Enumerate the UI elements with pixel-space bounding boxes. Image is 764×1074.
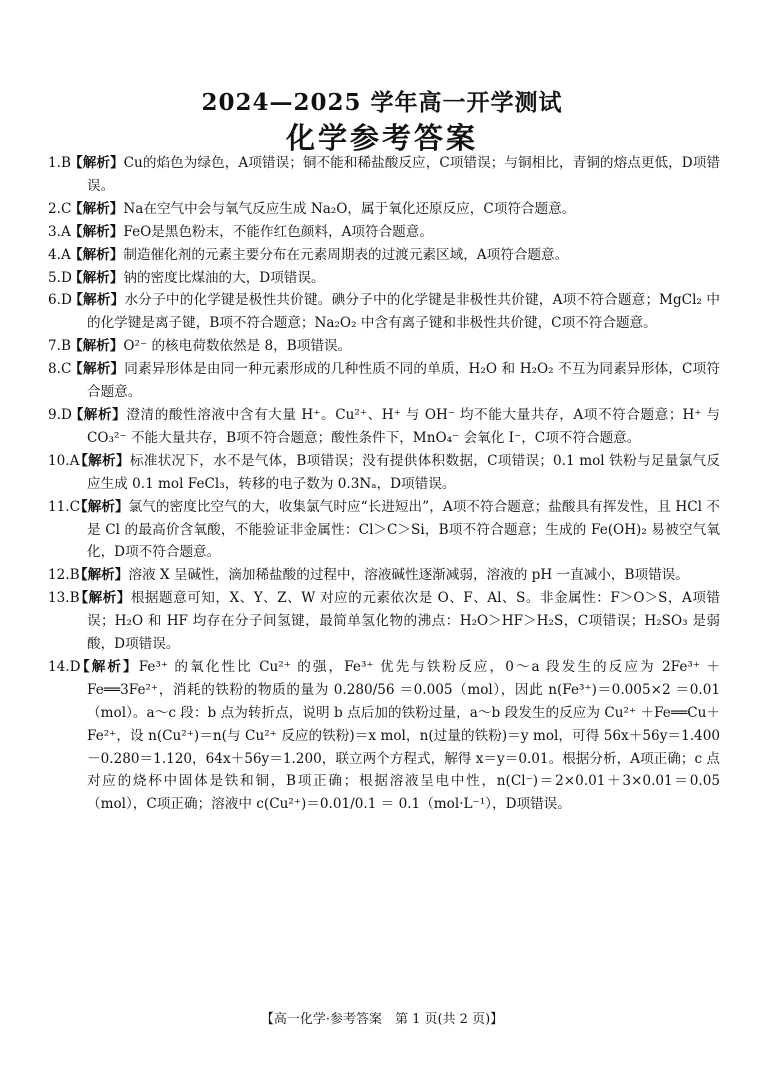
answer-text: O²⁻ 的核电荷数依然是 8，B项错误。 [123, 338, 352, 355]
answer-number: 4.A [48, 246, 71, 263]
answer-number: 3.A [48, 223, 71, 240]
answer-text: 澄清的酸性溶液中含有大量 H⁺。Cu²⁺、H⁺ 与 OH⁻ 均不能大量共存，A项不符合题意；H⁺ 与 CO₃²⁻ 不能大量共存，B项不符合题意；酸性条件下，MnO₄⁻ 会氧化 I⁻，C项不符合题意。 [87, 406, 721, 446]
analysis-tag: 【解析】 [69, 338, 124, 355]
answer-text: Cu的焰色为绿色，A项错误；铜不能和稀盐酸反应，C项错误；与铜相比，青铜的熔点更低，D项错误。 [87, 155, 720, 194]
analysis-tag: 【解析】 [69, 292, 125, 309]
page-footer: 【高一化学·参考答案 第 1 页(共 2 页)】 [260, 1012, 504, 1027]
answer-number: 1.B [48, 155, 71, 171]
answer-item [48, 152, 720, 198]
answer-item [48, 289, 720, 335]
answer-item [48, 221, 720, 244]
answer-item [48, 358, 720, 404]
analysis-tag: 【解析】 [69, 361, 125, 378]
answer-text: 氯气的密度比空气的大，收集氯气时应“长进短出”，A项不符合题意；盐酸具有挥发性，且 HCl 不是 Cl 的最高价含氧酸，不能验证非金属性：Cl＞C＞Si，B项不符合题意；生成的 Fe(OH)₂ 易被空气氧化，D项不符合题意。 [87, 498, 720, 561]
answer-text: 溶液 X 呈碱性，滴加稀盐酸的过程中，溶液碱性逐渐减弱，溶液的 pH 一直减小，B项错误。 [128, 567, 689, 584]
analysis-tag: 【解析】 [69, 223, 124, 240]
answer-number: 11.C [48, 498, 81, 515]
answer-item [48, 198, 720, 221]
answer-number: 12.B [48, 567, 80, 584]
answer-number: 8.C [48, 361, 72, 378]
answer-item [48, 404, 720, 450]
answer-number: 2.C [48, 200, 72, 217]
analysis-tag: 【解析】 [74, 498, 129, 515]
analysis-tag: 【解析】 [69, 246, 124, 263]
answer-text: 标准状况下，水不是气体，B项错误；没有提供体积数据，C项错误；0.1 mol 铁粉与足量氯气反应生成 0.1 mol FeCl₃，转移的电子数为 0.3Nₐ，D项错误。 [87, 452, 721, 492]
answer-text: 水分子中的化学键是极性共价键。碘分子中的化学键是非极性共价键，A项不符合题意；MgCl₂ 中的化学键是离子键，B项不符合题意；Na₂O₂ 中含有离子键和非极性共价键，C项不符合题意。 [87, 292, 720, 332]
answer-text: FeO是黑色粉末，不能作红色颜料，A项符合题意。 [123, 223, 433, 240]
answer-text: 同素异形体是由同一种元素形成的几种性质不同的单质，H₂O 和 H₂O₂ 不互为同素异形体，C项符合题意。 [87, 361, 720, 401]
answer-number: 6.D [48, 292, 72, 309]
answer-text: Fe³⁺ 的氧化性比 Cu²⁺ 的强，Fe³⁺ 优先与铁粉反应，0～a 段发生的反应为 2Fe³⁺ ＋Fe══3Fe²⁺，消耗的铁粉的物质的量为 0.280/56 ＝0.005（mol），因此 n(Fe³⁺)＝0.005×2 ＝0.01（mol）。a～c 段：b 点为转折点，说明 b 点后加的铁粉过量，a～b 段发生的反应为 Cu²⁺ ＋Fe══Cu＋Fe²⁺，设 n(Cu²⁺)＝n(与 Cu²⁺ 反应的铁粉)＝x mol，n(过量的铁粉)＝y mol，可得 56x＋56y＝1.400－0.280＝1.120，64x＋56y＝1.200，联立两个方程式，解得 x＝y＝0.01。根据分析，A项正确；c 点对应的烧杯中固体是铁和铜，B项正确；根据溶液呈电中性，n(Cl⁻)＝2×0.01＋3×0.01＝0.05（mol），C项正确；溶液中 c(Cu²⁺)＝0.01/0.1 ＝ 0.1（mol·L⁻¹），D项错误。 [87, 658, 720, 813]
answer-number: 14.D [48, 658, 81, 675]
answer-item [48, 587, 720, 656]
analysis-tag: 【解析】 [69, 155, 124, 171]
answer-list [48, 152, 720, 816]
analysis-tag: 【解析】 [69, 269, 124, 286]
answer-text: 制造催化剂的元素主要分布在元素周期表的过渡元素区域，A项符合题意。 [123, 246, 569, 263]
answer-text: 钠的密度比煤油的大，D项错误。 [123, 269, 325, 286]
answer-text: 根据题意可知，X、Y、Z、W 对应的元素依次是 O、F、Al、S。非金属性：F＞O＞S，A项错误；H₂O 和 HF 均存在分子间氢键，最简单氢化物的沸点：H₂O＞HF＞H₂S，C项错误；H₂SO₃ 是弱酸，D项错误。 [87, 590, 721, 653]
analysis-tag: 【解析】 [74, 567, 129, 584]
answer-item [48, 267, 720, 290]
analysis-tag: 【解析】 [74, 590, 131, 607]
answer-number: 13.B [48, 590, 80, 607]
answer-item [48, 450, 720, 496]
answer-item [48, 335, 720, 358]
page-title-line2: 化学参考答案 [285, 121, 478, 155]
answer-text: Na在空气中会与氧气反应生成 Na₂O，属于氧化还原反应，C项符合题意。 [123, 200, 576, 217]
analysis-tag: 【解析】 [69, 406, 127, 423]
answer-number: 9.D [48, 406, 72, 423]
answer-item [48, 244, 720, 267]
analysis-tag: 【解析】 [74, 452, 130, 469]
answer-item [48, 496, 720, 565]
page-title-line1: 2024—2025 学年高一开学测试 [201, 89, 563, 116]
analysis-tag: 【解析】 [69, 200, 124, 217]
answer-number: 7.B [48, 338, 71, 355]
answer-item [48, 564, 720, 587]
answer-number: 5.D [48, 269, 72, 286]
analysis-tag: 【解析】 [74, 658, 139, 675]
answer-item [48, 656, 720, 816]
answer-number: 10.A [48, 452, 80, 469]
